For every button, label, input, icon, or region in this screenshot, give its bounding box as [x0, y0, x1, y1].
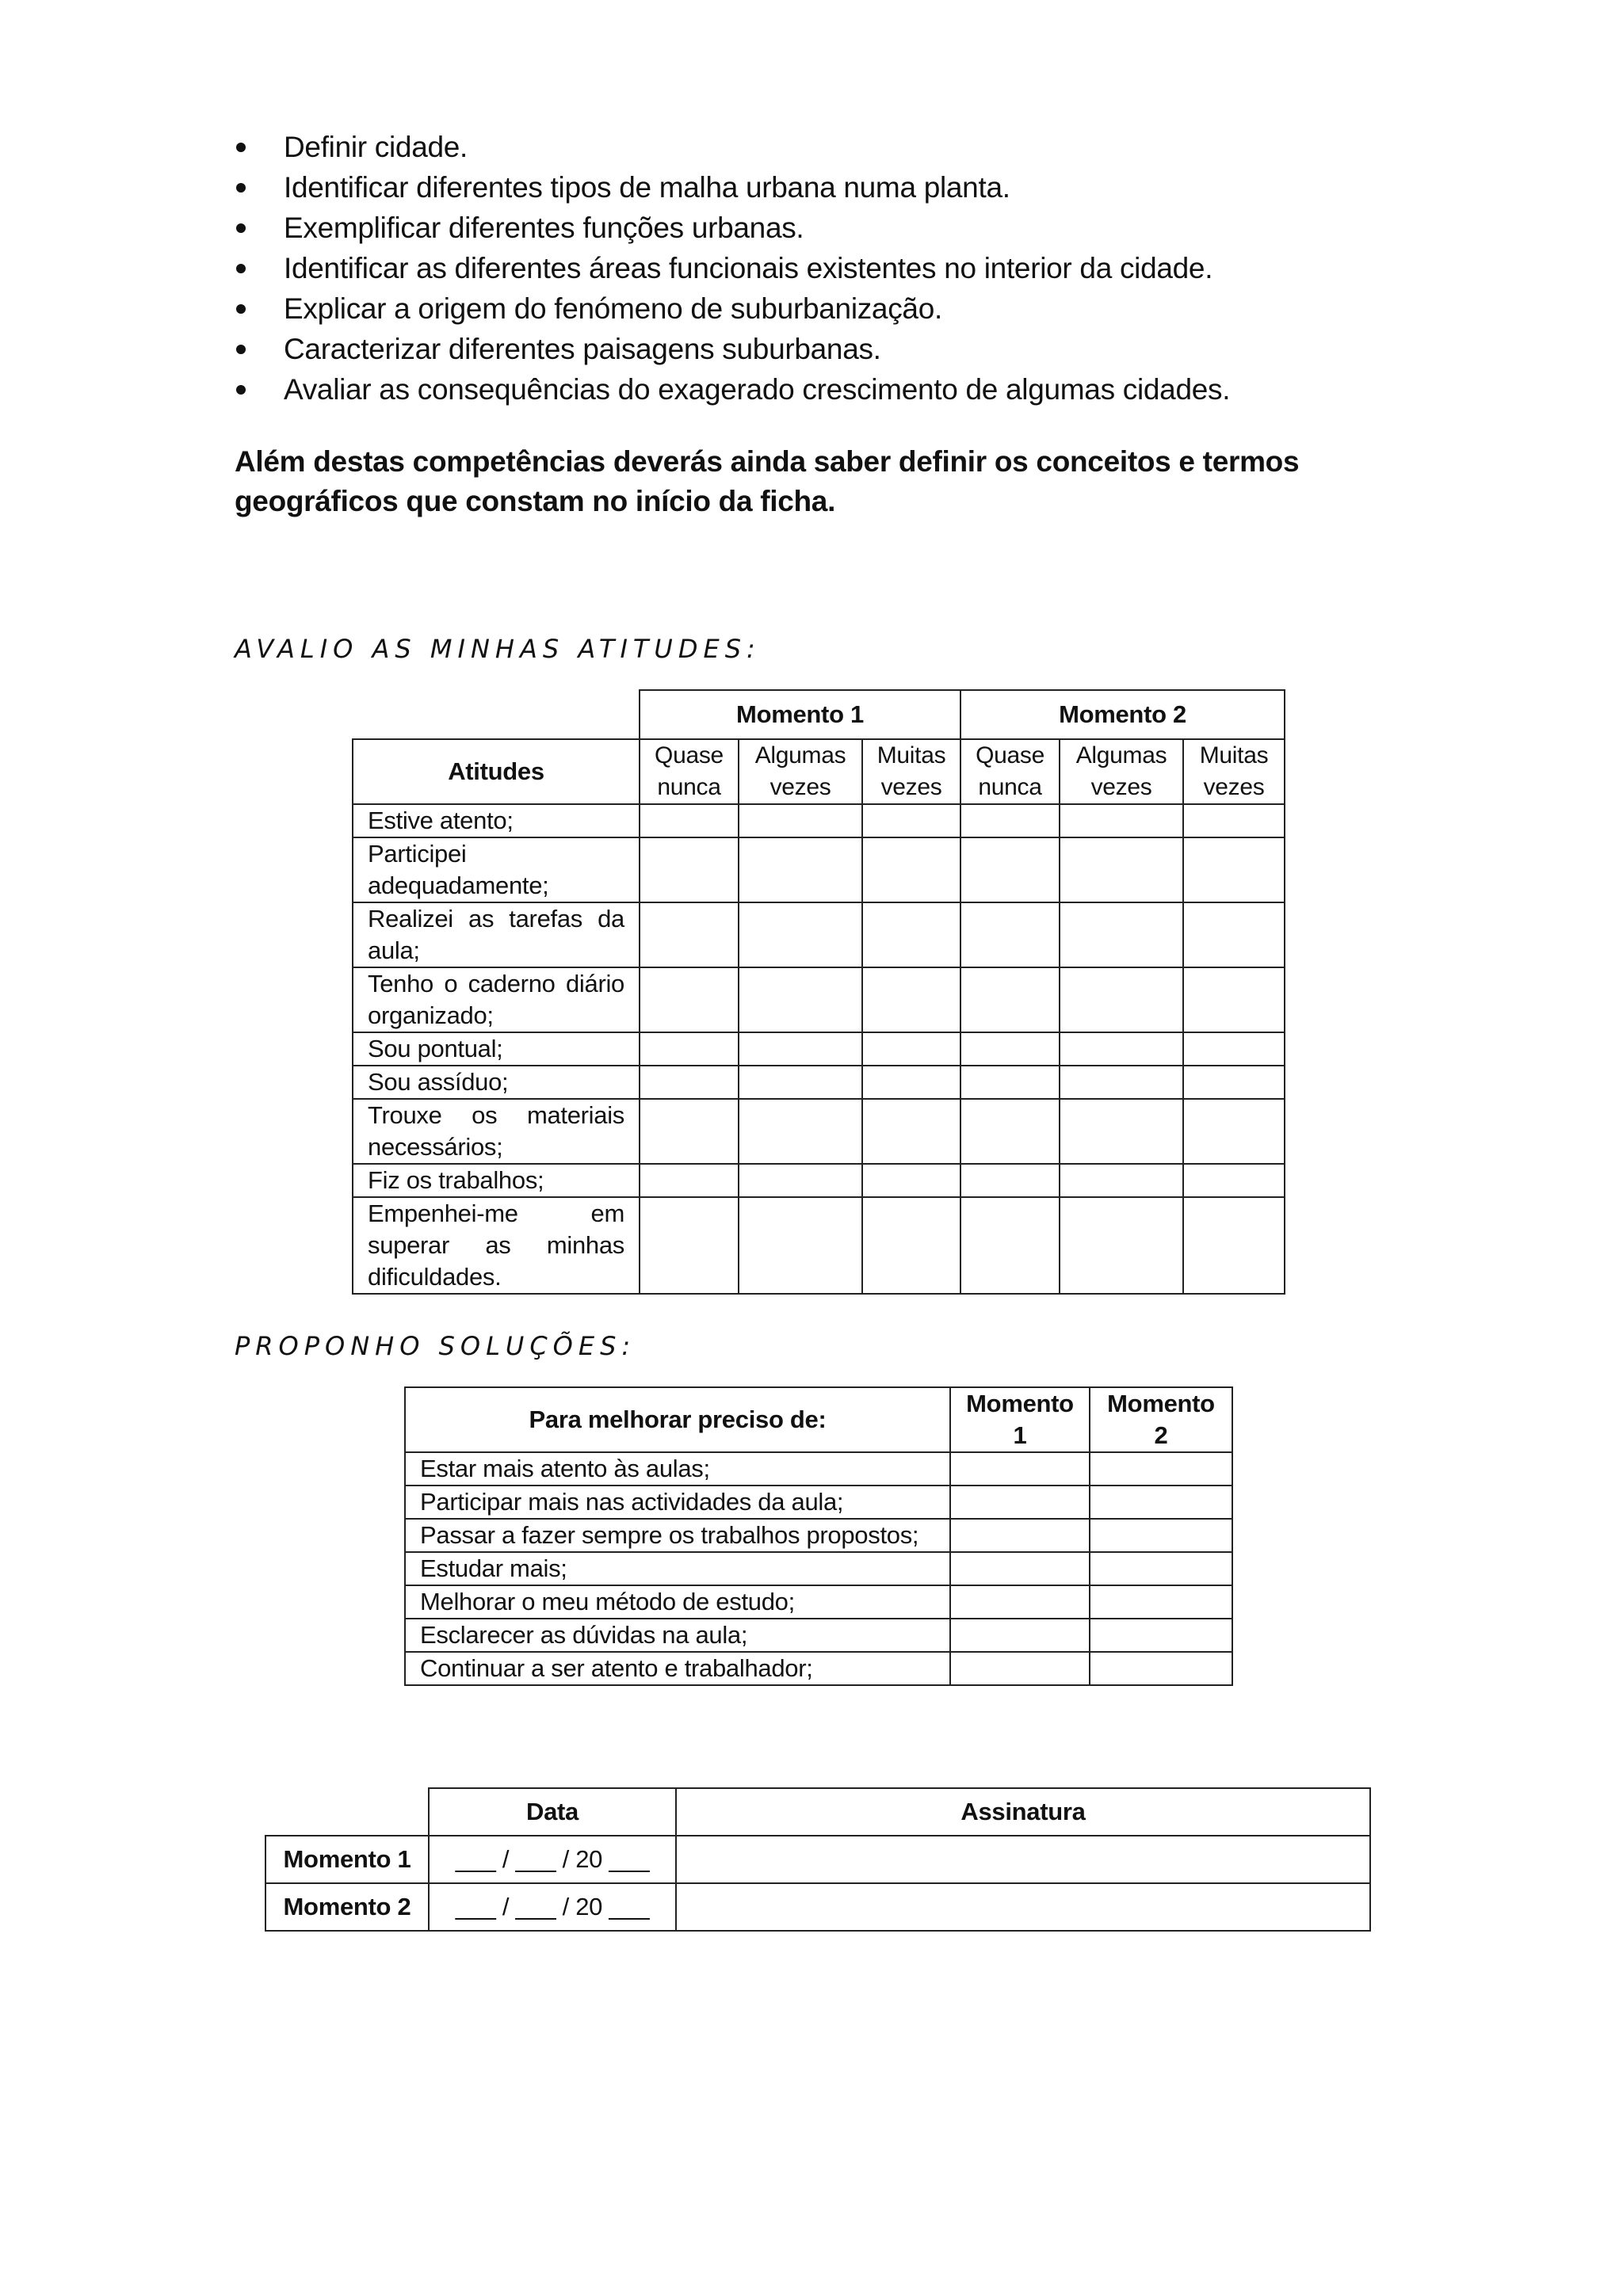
check-cell[interactable] [1183, 1066, 1285, 1099]
check-cell[interactable] [950, 1519, 1090, 1552]
table-row [353, 837, 1285, 902]
check-cell[interactable] [960, 1197, 1060, 1294]
attitude-label: Trouxe os materiais necessários; [353, 1099, 640, 1164]
check-cell[interactable] [1183, 902, 1285, 967]
solution-label: Esclarecer as dúvidas na aula; [405, 1619, 950, 1652]
scale-header: Algumas vezes [739, 739, 862, 804]
check-cell[interactable] [1090, 1585, 1232, 1619]
moment1-header: Momento 1 [950, 1387, 1090, 1452]
check-cell[interactable] [1060, 1099, 1183, 1164]
solution-label: Estudar mais; [405, 1552, 950, 1585]
attitudes-title: AVALIO AS MINHAS ATITUDES: [235, 634, 761, 664]
check-cell[interactable] [1183, 1164, 1285, 1197]
bullet-icon [236, 143, 246, 152]
check-cell[interactable] [862, 1099, 960, 1164]
check-cell[interactable] [1090, 1552, 1232, 1585]
table-row [353, 1099, 1285, 1164]
check-cell[interactable] [862, 902, 960, 967]
check-cell[interactable] [739, 1164, 862, 1197]
check-cell[interactable] [739, 804, 862, 837]
solution-label: Passar a fazer sempre os trabalhos propostos; [405, 1519, 950, 1552]
check-cell[interactable] [862, 837, 960, 902]
bullet-icon [236, 385, 246, 395]
check-cell[interactable] [1090, 1652, 1232, 1685]
signature-table [265, 1787, 1371, 1932]
signature-header: Assinatura [676, 1788, 1370, 1836]
check-cell[interactable] [862, 1066, 960, 1099]
check-cell[interactable] [960, 1164, 1060, 1197]
table-row [353, 1164, 1285, 1197]
check-cell[interactable] [640, 967, 739, 1032]
table-row [353, 804, 1285, 837]
bullet-icon [236, 223, 246, 233]
list-item: Explicar a origem do fenómeno de suburbanização. [235, 288, 1230, 329]
check-cell[interactable] [1090, 1486, 1232, 1519]
attitudes-header: Atitudes [353, 739, 640, 804]
list-item: Exemplificar diferentes funções urbanas. [235, 208, 1230, 248]
moment1-header: Momento 1 [640, 690, 960, 739]
attitude-label: Participei adequadamente; [353, 837, 640, 902]
check-cell[interactable] [862, 1032, 960, 1066]
check-cell[interactable] [960, 967, 1060, 1032]
check-cell[interactable] [960, 1066, 1060, 1099]
check-cell[interactable] [862, 1197, 960, 1294]
attitude-label: Tenho o caderno diário organizado; [353, 967, 640, 1032]
check-cell[interactable] [950, 1552, 1090, 1585]
moment2-header: Momento 2 [960, 690, 1285, 739]
check-cell[interactable] [1183, 837, 1285, 902]
check-cell[interactable] [950, 1652, 1090, 1685]
table-row [405, 1452, 1232, 1486]
check-cell[interactable] [1090, 1519, 1232, 1552]
scale-header: Muitas vezes [1183, 739, 1285, 804]
bullet-icon [236, 304, 246, 314]
check-cell[interactable] [960, 804, 1060, 837]
signature-field[interactable] [676, 1836, 1370, 1883]
scale-header: Muitas vezes [862, 739, 960, 804]
check-cell[interactable] [862, 1164, 960, 1197]
attitude-label: Empenhei-me em superar as minhas dificuldades. [353, 1197, 640, 1294]
check-cell[interactable] [1060, 967, 1183, 1032]
scale-header: Quase nunca [640, 739, 739, 804]
check-cell[interactable] [1060, 1066, 1183, 1099]
check-cell[interactable] [739, 1197, 862, 1294]
list-item: Identificar diferentes tipos de malha urbana numa planta. [235, 167, 1230, 208]
check-cell[interactable] [1183, 967, 1285, 1032]
check-cell[interactable] [640, 804, 739, 837]
check-cell[interactable] [1060, 837, 1183, 902]
check-cell[interactable] [1183, 1099, 1285, 1164]
check-cell[interactable] [1183, 804, 1285, 837]
check-cell[interactable] [1183, 1032, 1285, 1066]
table-row [405, 1585, 1232, 1619]
check-cell[interactable] [739, 1032, 862, 1066]
table-row [405, 1552, 1232, 1585]
check-cell[interactable] [640, 1032, 739, 1066]
bullet-icon [236, 345, 246, 354]
check-cell[interactable] [739, 837, 862, 902]
check-cell[interactable] [739, 967, 862, 1032]
attitudes-table [352, 689, 1285, 1295]
table-row [265, 1883, 1370, 1931]
table-row [353, 902, 1285, 967]
attitude-label: Sou pontual; [353, 1032, 640, 1066]
table-row [265, 1836, 1370, 1883]
scale-header: Quase nunca [960, 739, 1060, 804]
solution-label: Participar mais nas actividades da aula; [405, 1486, 950, 1519]
check-cell[interactable] [739, 902, 862, 967]
moment2-header: Momento 2 [1090, 1387, 1232, 1452]
check-cell[interactable] [950, 1619, 1090, 1652]
list-item: Caracterizar diferentes paisagens suburbanas. [235, 329, 1230, 369]
table-row [353, 1032, 1285, 1066]
moment-label: Momento 1 [265, 1836, 429, 1883]
check-cell[interactable] [950, 1585, 1090, 1619]
solution-label: Melhorar o meu método de estudo; [405, 1585, 950, 1619]
table-row [405, 1486, 1232, 1519]
attitude-label: Estive atento; [353, 804, 640, 837]
competencies-list [235, 127, 1230, 410]
check-cell[interactable] [640, 902, 739, 967]
attitude-label: Realizei as tarefas da aula; [353, 902, 640, 967]
date-field[interactable]: ___ / ___ / 20 ___ [429, 1883, 676, 1931]
table-row [405, 1652, 1232, 1685]
attitude-label: Sou assíduo; [353, 1066, 640, 1099]
date-header: Data [429, 1788, 676, 1836]
table-row [353, 1197, 1285, 1294]
check-cell[interactable] [960, 837, 1060, 902]
check-cell[interactable] [739, 1099, 862, 1164]
signature-field[interactable] [676, 1883, 1370, 1931]
competencies-note: Além destas competências deverás ainda saber definir os conceitos e termos geográficos que constam no início da ficha. [235, 445, 1300, 517]
check-cell[interactable] [1090, 1619, 1232, 1652]
check-cell[interactable] [640, 1066, 739, 1099]
check-cell[interactable] [960, 1099, 1060, 1164]
check-cell[interactable] [862, 967, 960, 1032]
table-row [405, 1519, 1232, 1552]
table-row [405, 1619, 1232, 1652]
list-item: Avaliar as consequências do exagerado crescimento de algumas cidades. [235, 369, 1230, 410]
bullet-icon [236, 264, 246, 273]
check-cell[interactable] [960, 902, 1060, 967]
list-item: Definir cidade. [235, 127, 1230, 167]
check-cell[interactable] [862, 804, 960, 837]
list-item: Identificar as diferentes áreas funcionais existentes no interior da cidade. [235, 248, 1230, 288]
check-cell[interactable] [1060, 902, 1183, 967]
moment-label: Momento 2 [265, 1883, 429, 1931]
check-cell[interactable] [640, 1099, 739, 1164]
check-cell[interactable] [1060, 1032, 1183, 1066]
check-cell[interactable] [1060, 1197, 1183, 1294]
solution-label: Estar mais atento às aulas; [405, 1452, 950, 1486]
table-row [353, 967, 1285, 1032]
check-cell[interactable] [1183, 1197, 1285, 1294]
check-cell[interactable] [1090, 1452, 1232, 1486]
check-cell[interactable] [1060, 804, 1183, 837]
table-row [353, 1066, 1285, 1099]
solutions-table [404, 1386, 1233, 1686]
check-cell[interactable] [950, 1486, 1090, 1519]
solution-label: Continuar a ser atento e trabalhador; [405, 1652, 950, 1685]
check-cell[interactable] [640, 1164, 739, 1197]
bullet-icon [236, 183, 246, 193]
check-cell[interactable] [960, 1032, 1060, 1066]
date-field[interactable]: ___ / ___ / 20 ___ [429, 1836, 676, 1883]
check-cell[interactable] [1060, 1164, 1183, 1197]
check-cell[interactable] [640, 1197, 739, 1294]
scale-header: Algumas vezes [1060, 739, 1183, 804]
attitude-label: Fiz os trabalhos; [353, 1164, 640, 1197]
check-cell[interactable] [739, 1066, 862, 1099]
check-cell[interactable] [640, 837, 739, 902]
solutions-header: Para melhorar preciso de: [405, 1387, 950, 1452]
solutions-title: PROPONHO SOLUÇÕES: [235, 1331, 636, 1361]
check-cell[interactable] [950, 1452, 1090, 1486]
